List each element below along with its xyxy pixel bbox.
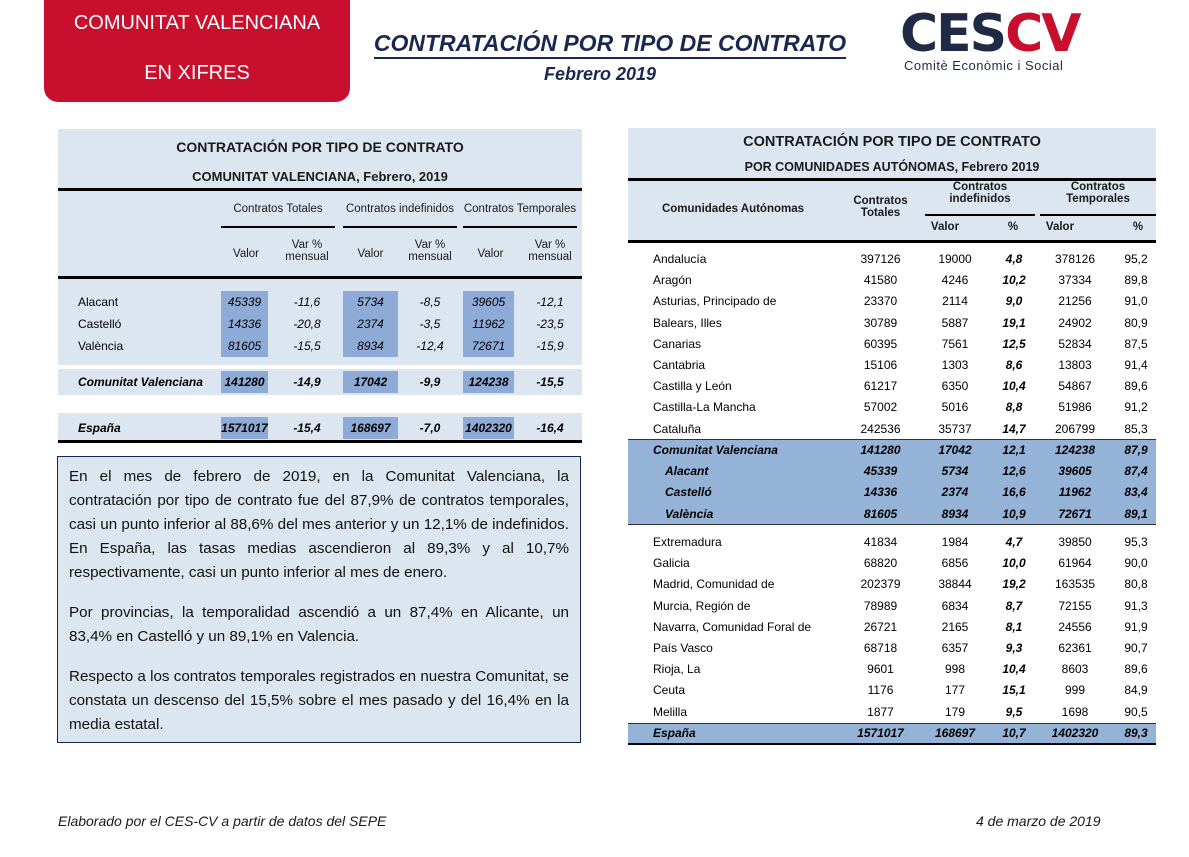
row-name: Extremadura (653, 535, 722, 549)
sub-valor: Valor (357, 248, 384, 260)
row-name: València (665, 506, 714, 521)
page-subtitle: Febrero 2019 (543, 64, 657, 84)
row-cell-tot: 81605 (863, 506, 898, 521)
row-cell-tv: 11962 (1058, 485, 1092, 500)
divider (628, 240, 1156, 243)
row-cell-ip: 12,6 (1002, 464, 1026, 479)
row-name: Cataluña (653, 421, 702, 436)
table-row (628, 659, 1156, 680)
row-cell-tv: 999 (1064, 683, 1086, 698)
row-name: Murcia, Región de (653, 598, 751, 613)
row-cell-tv: 51986 (1058, 400, 1092, 415)
row-cell-tv: 24556 (1058, 619, 1092, 634)
table-row (628, 702, 1156, 723)
row-cell-tp: 95,3 (1124, 535, 1148, 549)
row-cell-ip: 8,7 (1005, 598, 1023, 613)
row-name: Castelló (665, 485, 712, 500)
logo-ces-text: CES (900, 4, 1006, 64)
table-row (628, 397, 1156, 418)
sub-valor: Valor (477, 248, 504, 260)
row-cell-ip: 10,4 (1002, 379, 1026, 394)
row-cell-ip: 9,5 (1005, 704, 1023, 719)
row-cell-ip: 8,1 (1005, 619, 1023, 634)
footer-source: Elaborado por el CES-CV a partir de datos del SEPE (58, 813, 387, 829)
row-cell-tp: 89,6 (1124, 662, 1148, 677)
row-cell-iv: 5887 (941, 315, 969, 330)
separator (58, 365, 582, 369)
row-cell-ip: 15,1 (1002, 683, 1026, 698)
row-name: Castilla-La Mancha (653, 400, 756, 415)
row-cell-ip: 19,2 (1002, 577, 1026, 592)
row-cell-iv: 1303 (941, 358, 969, 372)
row-cell-tot: 242536 (860, 421, 901, 436)
row-cell-ip: 4,7 (1005, 535, 1023, 549)
row-cell-tot: 1176 (867, 683, 894, 698)
row-cell-tv: 72671 (1058, 506, 1092, 521)
group-indefinidos: Contratos indefinidos (345, 203, 455, 215)
table-row: Castelló 14336 -20,8 2374 -3,5 11962 -23,5 (58, 313, 582, 335)
row-name: Rioja, La (653, 662, 701, 677)
summary-paragraph-2: Por provincias, la temporalidad ascendió a un 87,4% en Alicante, un 83,4% en Castelló y un 89,1% en Valencia. (69, 604, 569, 645)
row-cell-tp: 90,7 (1124, 641, 1148, 655)
row-cell-tp: 91,3 (1124, 598, 1148, 613)
row-cell-ip: 10,7 (1002, 726, 1026, 740)
row-cell-ip: 16,6 (1002, 485, 1026, 500)
cv-table-header (58, 129, 582, 189)
row-cell-tv: 206799 (1054, 421, 1096, 436)
row-cell-tp: 87,5 (1124, 336, 1148, 351)
row-name: Ceuta (653, 683, 686, 698)
row-name: Asturias, Principado de (653, 294, 777, 309)
row-cell-tp: 84,9 (1124, 683, 1148, 698)
row-cell-tot: 68820 (863, 556, 898, 571)
table-row (628, 355, 1156, 376)
row-cell-tot: 68718 (863, 641, 898, 655)
row-cell-tot: 57002 (863, 400, 898, 415)
row-cell-iv: 38844 (938, 577, 972, 592)
row-cell-tot: 14336 (863, 485, 898, 500)
row-cell-tv: 1698 (1061, 704, 1089, 719)
row-cell-iv: 17042 (938, 443, 972, 457)
divider (221, 226, 335, 228)
row-cell-ip: 19,1 (1002, 315, 1026, 330)
sub-var: Var % mensual (528, 239, 572, 263)
row-cell-iv: 6856 (941, 556, 969, 571)
ccaa-table-header (628, 128, 1156, 178)
row-cell-tot: 61217 (863, 379, 898, 394)
row-cell-tp: 80,9 (1124, 315, 1148, 330)
row-cell-tot: 30789 (863, 315, 898, 330)
region-badge (44, 0, 350, 102)
divider (58, 188, 582, 191)
table-row (628, 313, 1156, 334)
row-cell-iv: 2374 (941, 485, 969, 500)
group-temporales: Contratos Temporales (463, 203, 577, 215)
row-cell-tv: 39850 (1058, 535, 1092, 549)
row-name: Cantabria (653, 358, 706, 372)
row-cell-tp: 91,2 (1124, 400, 1148, 415)
row-cell-ip: 10,2 (1002, 273, 1026, 288)
table-row (628, 482, 1156, 503)
table-row (628, 574, 1156, 595)
row-cell-ip: 9,0 (1005, 294, 1023, 309)
row-cell-tv: 13803 (1058, 358, 1092, 372)
row-cell-tv: 61964 (1058, 556, 1092, 571)
row-cell-ip: 10,0 (1002, 556, 1026, 571)
row-name: España (653, 726, 696, 740)
row-cell-tv: 39605 (1058, 464, 1092, 479)
sub-valor: Valor (930, 221, 960, 233)
row-cell-tp: 89,3 (1124, 726, 1148, 740)
row-cell-iv: 998 (944, 662, 966, 677)
logo-tagline: Comitè Econòmic i Social (904, 58, 1064, 73)
row-cell-iv: 177 (944, 683, 966, 698)
row-cell-iv: 6834 (941, 598, 969, 613)
row-cell-tp: 80,8 (1124, 577, 1148, 592)
row-cell-tot: 78989 (863, 598, 898, 613)
ccaa-contracts-table (628, 128, 1156, 750)
row-cell-tot: 60395 (863, 336, 898, 351)
row-name: País Vasco (653, 641, 713, 655)
row-cell-tv: 62361 (1058, 641, 1092, 655)
row-cell-tp: 89,1 (1124, 506, 1148, 521)
table-row (628, 291, 1156, 312)
row-cell-tp: 89,6 (1124, 379, 1148, 394)
divider (58, 276, 582, 279)
row-cell-iv: 6357 (941, 641, 969, 655)
row-cell-tp: 90,5 (1124, 704, 1148, 719)
cescv-logo (900, 6, 1140, 76)
table-row-total-cv: Comunitat Valenciana 141280 -14,9 17042 -9,9 124238 -15,5 (58, 371, 582, 393)
row-cell-tv: 378126 (1054, 252, 1096, 266)
table-row (628, 532, 1156, 553)
row-cell-tv: 52834 (1058, 336, 1092, 351)
row-cell-ip: 8,6 (1005, 358, 1023, 372)
row-cell-iv: 8934 (941, 506, 969, 521)
row-cell-tp: 87,4 (1124, 464, 1148, 479)
badge-line-1: COMUNITAT VALENCIANA (73, 12, 321, 34)
table-row (628, 270, 1156, 291)
divider (463, 226, 577, 228)
row-name: Aragón (653, 273, 692, 288)
row-cell-tp: 91,9 (1124, 619, 1148, 634)
row-cell-iv: 5016 (941, 400, 969, 415)
row-cell-ip: 12,5 (1002, 336, 1026, 351)
row-cell-tv: 8603 (1061, 662, 1089, 677)
row-cell-tot: 141280 (860, 443, 901, 457)
table-row (628, 440, 1156, 461)
separator (58, 395, 582, 413)
row-cell-ip: 14,7 (1002, 421, 1026, 436)
row-cell-ip: 12,1 (1002, 443, 1026, 457)
row-cell-tv: 54867 (1058, 379, 1092, 394)
row-cell-iv: 35737 (938, 421, 972, 436)
row-cell-tot: 202379 (860, 577, 901, 592)
row-cell-tp: 90,0 (1124, 556, 1148, 571)
divider (343, 226, 457, 228)
row-cell-ip: 10,4 (1002, 662, 1026, 677)
row-cell-iv: 4246 (941, 273, 969, 288)
row-name: Madrid, Comunidad de (653, 577, 775, 592)
row-cell-tp: 87,9 (1124, 443, 1148, 457)
row-cell-tv: 124238 (1054, 443, 1096, 457)
row-cell-ip: 9,3 (1005, 641, 1023, 655)
row-cell-tv: 21256 (1058, 294, 1092, 309)
table-row (628, 376, 1156, 397)
logo-cv-text: CV (1005, 4, 1080, 64)
row-name: Castilla y León (653, 379, 732, 394)
table-row (628, 596, 1156, 617)
col-temporales: Contratos Temporales (1066, 181, 1130, 205)
row-name: Galicia (653, 556, 690, 571)
row-cell-tv: 37334 (1058, 273, 1092, 288)
table-row (628, 680, 1156, 701)
row-cell-iv: 179 (944, 704, 966, 719)
row-cell-iv: 7561 (941, 336, 969, 351)
row-cell-iv: 2165 (941, 619, 969, 634)
row-cell-ip: 4,8 (1005, 252, 1023, 266)
sub-valor: Valor (1045, 221, 1075, 233)
table-row-total-es: España 1571017 -15,4 168697 -7,0 1402320 -16,4 (58, 417, 582, 439)
row-name: Alacant (665, 464, 709, 479)
row-cell-tot: 45339 (863, 464, 898, 479)
table-row: Alacant 45339 -11,6 5734 -8,5 39605 -12,1 (58, 291, 582, 313)
row-cell-iv: 1984 (941, 535, 969, 549)
cv-contracts-table (58, 129, 582, 443)
group-totales: Contratos Totales (233, 203, 323, 215)
badge-line-2: EN XIFRES (144, 62, 250, 84)
divider (1040, 214, 1156, 216)
ccaa-table-title: CONTRATACIÓN POR TIPO DE CONTRATO (743, 134, 1041, 150)
row-cell-tot: 9601 (867, 662, 894, 677)
row-cell-iv: 19000 (938, 252, 972, 266)
cv-table-subtitle: COMUNITAT VALENCIANA, Febrero, 2019 (192, 169, 448, 184)
row-cell-tot: 23370 (863, 294, 898, 309)
row-cell-tot: 15106 (863, 358, 898, 372)
row-cell-tot: 41834 (863, 535, 898, 549)
table-row (628, 638, 1156, 659)
table-row (628, 334, 1156, 355)
table-row (628, 249, 1156, 270)
table-row: València 81605 -15,5 8934 -12,4 72671 -15,9 (58, 335, 582, 357)
row-name: Andalucía (653, 252, 707, 266)
divider (925, 214, 1035, 216)
col-indefinidos: Contratos indefinidos (949, 181, 1011, 205)
row-name: Navarra, Comunidad Foral de (653, 619, 812, 634)
row-name: Balears, Illes (653, 315, 722, 330)
row-name: Melilla (653, 704, 688, 719)
footer-date: 4 de marzo de 2019 (976, 813, 1101, 829)
summary-paragraph-1: En el mes de febrero de 2019, en la Comunitat Valenciana, la contratación por tipo de contrato fue del 87,9% de contratos temporales, casi un punto inferior al 88,6% del mes anterior y un 12,1% de indefinidos. En España, las tasas medias ascendieron al 89,3% y al 10,7% respectivamente, casi un punto inferior al mes de enero. (69, 468, 569, 581)
row-cell-tp: 89,8 (1124, 273, 1148, 288)
summary-paragraph-3: Respecto a los contratos temporales registrados en nuestra Comunitat, se constata un descenso del 15,5% sobre el mes pasado y del 16,4% en la media estatal. (69, 668, 569, 733)
row-cell-tp: 91,0 (1124, 294, 1148, 309)
sub-pct: % (1007, 221, 1019, 233)
col-totales: Contratos Totales (853, 195, 908, 219)
row-cell-tp: 91,4 (1124, 358, 1148, 372)
row-name: Canarias (653, 336, 702, 351)
row-cell-tv: 24902 (1058, 315, 1092, 330)
sub-var: Var % mensual (408, 239, 452, 263)
table-row (628, 723, 1156, 744)
row-cell-tp: 85,3 (1124, 421, 1148, 436)
divider (58, 440, 582, 443)
row-cell-tot: 397126 (860, 252, 901, 266)
row-cell-tot: 1877 (867, 704, 894, 719)
row-cell-tv: 1402320 (1051, 726, 1099, 740)
cv-table-title: CONTRATACIÓN POR TIPO DE CONTRATO (176, 139, 464, 155)
ccaa-table-subtitle: POR COMUNIDADES AUTÓNOMAS, Febrero 2019 (744, 160, 1040, 174)
row-name: Comunitat Valenciana (653, 443, 778, 457)
row-cell-tot: 1571017 (857, 726, 904, 740)
row-cell-tv: 72155 (1058, 598, 1092, 613)
table-row (628, 617, 1156, 638)
sub-var: Var % mensual (285, 239, 329, 263)
table-row (628, 553, 1156, 574)
row-cell-tot: 41580 (863, 273, 898, 288)
table-row (628, 419, 1156, 440)
summary-text-box (57, 456, 581, 743)
row-cell-tv: 163535 (1054, 577, 1096, 592)
row-cell-tp: 83,4 (1124, 485, 1148, 500)
row-cell-iv: 168697 (934, 726, 976, 740)
row-cell-iv: 5734 (941, 464, 969, 479)
page-title: CONTRATACIÓN POR TIPO DE CONTRATO (360, 30, 860, 57)
row-cell-ip: 8,8 (1005, 400, 1023, 415)
row-cell-tp: 95,2 (1124, 252, 1148, 266)
sub-valor: Valor (233, 248, 259, 260)
row-cell-iv: 2114 (942, 294, 968, 309)
col-ccaa: Comunidades Autónomas (661, 203, 805, 215)
row-cell-ip: 10,9 (1002, 506, 1026, 521)
table-row (628, 461, 1156, 482)
ccaa-column-headers (628, 181, 1156, 243)
row-cell-iv: 6350 (941, 379, 969, 394)
table-row (628, 504, 1156, 525)
row-cell-tot: 26721 (863, 619, 898, 634)
sub-pct: % (1132, 221, 1144, 233)
